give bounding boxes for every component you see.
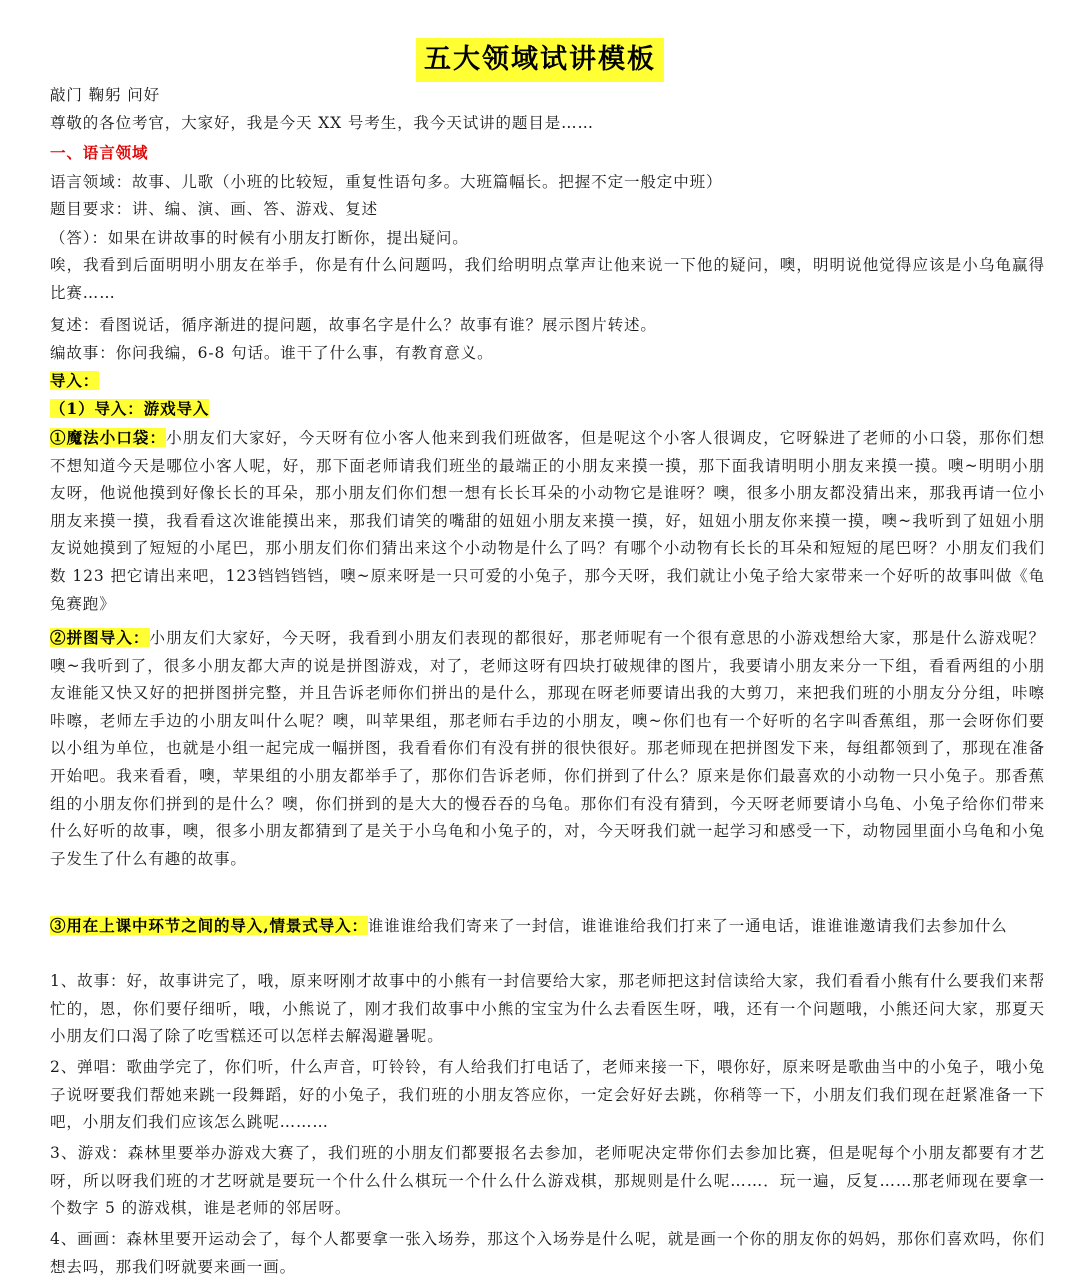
- section-heading-language: 一、语言领域: [50, 143, 149, 162]
- item1-label: ①魔法小口袋：: [50, 428, 167, 447]
- title-area: [0, 38, 1080, 82]
- item2-paragraph: [50, 624, 1045, 873]
- section-line-2: 题目要求：讲、编、演、画、答、游戏、复述: [50, 200, 379, 218]
- sub1-label-row: [50, 398, 1045, 420]
- section-line-5: 复述：看图说话，循序渐进的提问题，故事名字是什么？故事有谁？展示图片转述。: [50, 316, 657, 334]
- item3-paragraph: [50, 912, 1045, 941]
- intro-label-row: [50, 370, 1045, 392]
- item1-text: 小朋友们大家好，今天呀有位小客人他来到我们班做客，但是呢这个小客人很调皮，它呀躲进了老师的小口袋，那你们想不想知道今天是哪位小客人呢，好，那下面老师请我们班坐的最端正的小朋友来摸一摸，那下面我请明明小朋友来摸一摸。噢~明明小朋友呀，他说他摸到好像长长的耳朵，那小朋友们你们想一想有长长耳朵的小动物它是谁呀？噢，很多小朋友都没猜出来，那我再请一位小朋友来摸一摸，我看看这次谁能摸出来，那我们请笑的嘴甜的妞妞小朋友来摸一摸，好，妞妞小朋友你来摸一摸，噢~我听到了妞妞小朋友说她摸到了短短的小尾巴，那小朋友们你们猜出来这个小动物是什么了吗？有哪个小动物有长长的耳朵和短短的尾巴呀？小朋友们我们数 123 把它请出来吧，123铛铛铛铛，噢~原来呀是一只可爱的小兔子，那今天呀，我们就让小兔子给大家带来一个好听的故事叫做《龟兔赛跑》: [50, 429, 1045, 613]
- sub1-label: （1）导入：游戏导入: [50, 399, 210, 418]
- section-line-3: （答）：如果在讲故事的时候有小朋友打断你，提出疑问。: [50, 229, 469, 247]
- item2-text: 小朋友们大家好，今天呀，我看到小朋友们表现的都很好，那老师呢有一个很有意思的小游戏想给大家，那是什么游戏呢？噢~我听到了，很多小朋友都大声的说是拼图游戏，对了，老师这呀有四块打破规律的图片，我要请小朋友来分一下组，看看两组的小朋友谁能又快又好的把拼图拼完整，并且告诉老师你们拼出的是什么，那现在呀老师要请出我的大剪刀，来把我们班的小朋友分分组，咔嚓咔嚓，老师左手边的小朋友叫什么呢？噢，叫苹果组，那老师右手边的小朋友，噢~你们也有一个好听的名字叫香蕉组，那一会呀你们要以小组为单位，也就是小组一起完成一幅拼图，我看看你们有没有拼的很快很好。那老师现在把拼图发下来，每组都领到了，那现在准备开始吧。我来看看，噢，苹果组的小朋友都举手了，那你们告诉老师，你们拼到了什么？原来是你们最喜欢的小动物一只小兔子。那香蕉组的小朋友你们拼到的是什么？噢，你们拼到的是大大的慢吞吞的乌龟。那你们有没有猜到，今天呀老师要请小乌龟、小兔子给你们带来什么好听的故事，噢，很多小朋友都猜到了是关于小乌龟和小兔子的，对，今天呀我们就一起学习和感受一下，动物园里面小乌龟和小兔子发生了什么有趣的故事。: [50, 629, 1046, 868]
- item3-label: ③用在上课中环节之间的导入,情景式导入：: [50, 916, 368, 935]
- page-title: 五大领域试讲模板: [416, 38, 664, 82]
- intro-line-2: 尊敬的各位考官，大家好，我是今天 XX 号考生，我今天试讲的题目是……: [50, 114, 594, 132]
- item2-label: ②拼图导入：: [50, 628, 150, 647]
- numbered-item-3: 3、游戏：森林里要举办游戏大赛了，我们班的小朋友们都要报名去参加，老师呢决定带你们去参加比赛，但是呢每个小朋友都要有才艺呀，所以呀我们班的才艺呀就是要玩一个什么什么棋玩一个什么什么游戏棋，那规则是什么呢……．玩一遍，反复……那老师现在要拿一个数字 5 的游戏棋，谁是老师的邻居呀。: [50, 1144, 1045, 1218]
- numbered-item-2: 2、弹唱：歌曲学完了，你们听，什么声音，叮铃铃，有人给我们打电话了，老师来接一下，喂你好，原来呀是歌曲当中的小兔子，哦小兔子说呀要我们帮她来跳一段舞蹈，好的小兔子，我们班的小朋友答应你，一定会好好去跳，你稍等一下，小朋友们我们现在赶紧准备一下吧，小朋友们我们应该怎么跳呢………: [50, 1058, 1045, 1132]
- intro-label: 导入：: [50, 371, 100, 390]
- item1-paragraph: [50, 424, 1045, 618]
- section-paragraph-4: 唉，我看到后面明明小朋友在举手，你是有什么问题吗，我们给明明点掌声让他来说一下他的疑问，噢，明明说他觉得应该是小乌龟赢得比赛……: [50, 256, 1045, 302]
- item3-text: 谁谁谁给我们寄来了一封信，谁谁谁给我们打来了一通电话，谁谁谁邀请我们去参加什么: [367, 917, 1008, 935]
- intro-line-1: 敲门 鞠躬 问好: [50, 86, 161, 104]
- section-line-1: 语言领域：故事、儿歌（小班的比较短，重复性语句多。大班篇幅长。把握不定一般定中班）: [50, 173, 723, 191]
- section-line-6: 编故事：你问我编，6-8 句话。谁干了什么事，有教育意义。: [50, 344, 494, 362]
- numbered-item-4: 4、画画：森林里要开运动会了，每个人都要拿一张入场券，那这个入场券是什么呢，就是画一个你的朋友你的妈妈，那你们喜欢吗，你们想去吗，那我们呀就要来画一画。: [50, 1230, 1045, 1276]
- numbered-item-1: 1、故事：好，故事讲完了，哦，原来呀刚才故事中的小熊有一封信要给大家，那老师把这封信读给大家，我们看看小熊有什么要我们来帮忙的，恩，你们要仔细听，哦，小熊说了，刚才我们故事中小熊的宝宝为什么去看医生呀，哦，还有一个问题哦，小熊还问大家，那夏天小朋友们口渴了除了吃雪糕还可以怎样去解渴避暑呢。: [50, 972, 1045, 1046]
